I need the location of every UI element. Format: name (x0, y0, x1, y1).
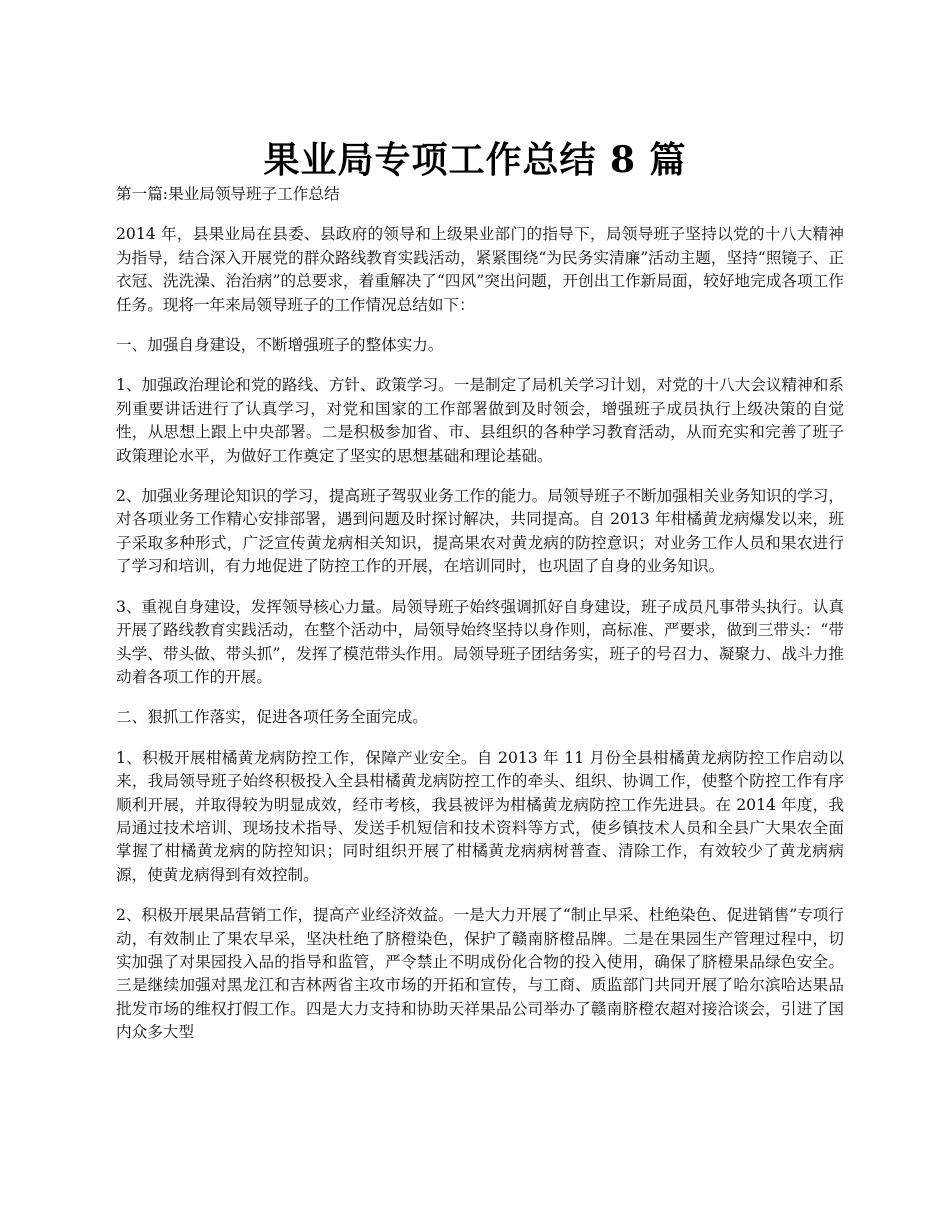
intro-paragraph: 2014 年，县果业局在县委、县政府的领导和上级果业部门的指导下，局领导班子坚持以党的十八大精神为指导，结合深入开展党的群众路线教育实践活动，紧紧围绕“为民务实清廉”活动主题，坚持“照镜子、正衣冠、洗洗澡、治治病”的总要求，着重解决了“四风”突出问题，开创出工作新局面，较好地完成各项工作任务。现将一年来局领导班子的工作情况总结如下： (116, 225, 844, 314)
paragraph-2-1: 1、积极开展柑橘黄龙病防控工作，保障产业安全。自 2013 年 11 月份全县柑橘黄龙病防控工作启动以来，我局领导班子始终积极投入全县柑橘黄龙病防控工作的牵头、组织、协调工作，使整个防控工作有序顺利开展，并取得较为明显成效，经市考核，我县被评为柑橘黄龙病防控工作先进县。在 2014 年度，我局通过技术培训、现场技术指导、发送手机短信和技术资料等方式，使乡镇技术人员和全县广大果农全面掌握了柑橘黄龙病的防控知识；同时组织开展了柑橘黄龙病病树普查、清除工作，有效较少了黄龙病病源，使黄龙病得到有效控制。 (116, 748, 844, 884)
paragraph-1-3: 3、重视自身建设，发挥领导核心力量。局领导班子始终强调抓好自身建设，班子成员凡事带头执行。认真开展了路线教育实践活动，在整个活动中，局领导始终坚持以身作则，高标准、严要求，做到三带头：“带头学、带头做、带头抓”，发挥了模范带头作用。局领导班子团结务实，班子的号召力、凝聚力、战斗力推动着各项工作的开展。 (116, 597, 844, 686)
section-heading-two: 二、狠抓工作落实，促进各项任务全面完成。 (116, 708, 428, 727)
paragraph-1-1: 1、加强政治理论和党的路线、方针、政策学习。一是制定了局机关学习计划，对党的十八大会议精神和系列重要讲话进行了认真学习，对党和国家的工作部署做到及时领会，增强班子成员执行上级决策的自觉性，从思想上跟上中央部署。二是积极参加省、市、县组织的各种学习教育活动，从而充实和完善了班子政策理论水平，为做好工作奠定了坚实的思想基础和理论基础。 (116, 376, 844, 465)
section-heading-one: 一、加强自身建设，不断增强班子的整体实力。 (116, 336, 444, 355)
document-title: 果业局专项工作总结 8 篇 (263, 139, 687, 182)
paragraph-1-2: 2、加强业务理论知识的学习，提高班子驾驭业务工作的能力。局领导班子不断加强相关业务知识的学习，对各项业务工作精心安排部署，遇到问题及时探讨解决，共同提高。自 2013 年柑橘黄龙病爆发以来，班子采取多种形式，广泛宣传黄龙病相关知识，提高果农对黄龙病的防控意识；对业务工作人员和果农进行了学习和培训，有力地促进了防控工作的开展，在培训同时，也巩固了自身的业务知识。 (116, 487, 844, 576)
document-body (116, 183, 844, 1062)
paragraph-2-2: 2、积极开展果品营销工作，提高产业经济效益。一是大力开展了“制止早采、杜绝染色、促进销售”专项行动，有效制止了果农早采，坚决杜绝了脐橙染色，保护了赣南脐橙品牌。二是在果园生产管理过程中，切实加强了对果园投入品的指导和监管，严令禁止不明成份化合物的投入使用，确保了脐橙果品绿色安全。三是继续加强对黑龙江和吉林两省主攻市场的开拓和宣传，与工商、质监部门共同开展了哈尔滨哈达果品批发市场的维权打假工作。四是大力支持和协助天祥果品公司举办了赣南脐橙农超对接洽谈会，引进了国内众多大型 (116, 906, 844, 1042)
section-heading-part-one: 第一篇:果业局领导班子工作总结 (116, 185, 340, 203)
